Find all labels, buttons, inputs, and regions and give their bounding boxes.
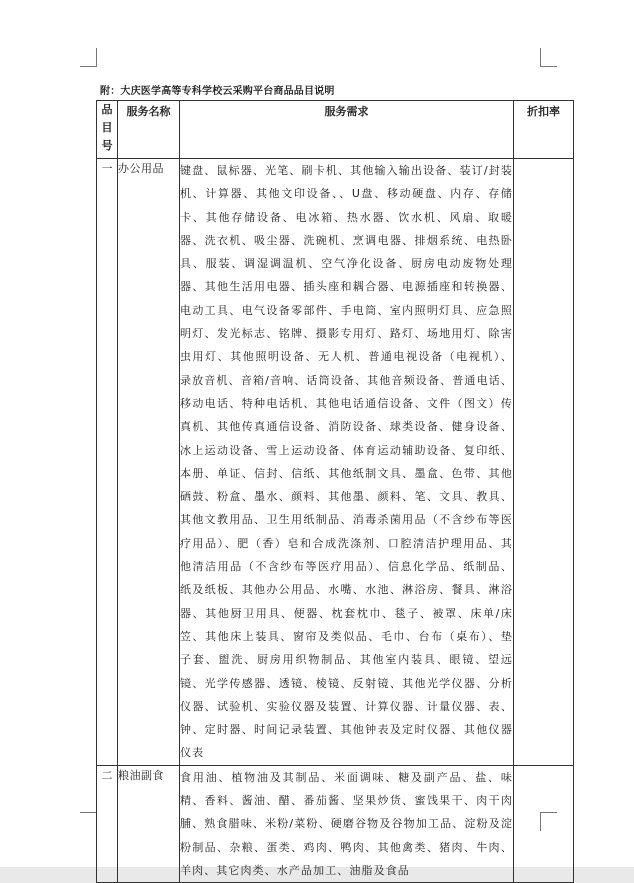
crop-mark-bottom-left [80,812,97,831]
header-service-name: 服务名称 [118,101,180,159]
row-item-number: 一 [97,159,118,766]
row-item-number: 二 [97,765,118,882]
header-no-char-3: 号 [101,139,113,152]
header-no-char-1: 品 [101,103,113,116]
table-row [97,159,574,766]
header-service-requirements: 服务需求 [180,101,514,159]
table-header-row [97,101,574,159]
table-row [97,765,574,882]
row-discount-rate-cell[interactable] [514,765,574,882]
row-service-requirements: 食用油、植物油及其制品、米面调味、糖及副产品、盐、味精、香料、酱油、醋、番茄酱、坚果炒货、蜜饯果干、肉干肉脯、熟食腊味、米粉/菜粉、硬磨谷物及谷物加工品、淀粉及淀粉制品、杂粮、蛋类、鸡肉、鸭肉、其他禽类、猪肉、牛肉、羊肉、其它肉类、水产品加工、油脂及食品 [180,765,514,882]
service-table [96,100,574,883]
header-item-number [97,101,118,159]
row-discount-rate-cell[interactable] [514,159,574,766]
row-service-name: 粮油副食 [118,765,180,882]
header-discount-rate: 折扣率 [514,101,574,159]
header-no-char-2: 目 [101,121,113,134]
row-service-requirements: 键盘、鼠标器、光笔、刷卡机、其他输入输出设备、装订/封装机、计算器、其他文印设备、、U盘、移动硬盘、内存、存储卡、其他存储设备、电冰箱、热水器、饮水机、风扇、取暖器、洗衣机、吸尘器、洗碗机、烹调电器、排烟系统、电热卧具、服装、调湿调温机、空气净化设备、厨房电动废物处理器、其他生活用电器、插头座和耦合器、电源插座和转换器、电动工具、电气设备零部件、手电筒、室内照明灯具、应急照明灯、发光标志、铭牌、摄影专用灯、路灯、场地用灯、除害虫用灯、其他照明设备、无人机、普通电视设备（电视机）、录放音机、音箱/音响、话筒设备、其他音频设备、普通电话、移动电话、特种电话机、其他电话通信设备、文件（图文）传真机、其他传真通信设备、消防设备、球类设备、健身设备、冰上运动设备、雪上运动设备、体育运动辅助设备、复印纸、本册、单证、信封、信纸、其他纸制文具、墨盒、色带、其他硒鼓、粉盒、墨水、颜料、其他墨、颜料、笔、文具、教具、其他文教用品、卫生用纸制品、消毒杀菌用品（不含纱布等医疗用品）、肥（香）皂和合成洗涤剂、口腔清洁护理用品、其他清洁用品（不含纱布等医疗用品）、信息化学品、纸制品、纸及纸板、其他办公用品、水嘴、水池、淋浴房、餐具、淋浴器、其他厨卫用具、便器、枕套枕巾、毯子、被罩、床单/床笠、其他床上装具、窗帘及类似品、毛巾、台布（桌布）、垫子套、盥洗、厨房用织物制品、其他室内装具、眼镜、望远镜、光学传感器、透镜、棱镜、反射镜、其他光学仪器、分析仪器、试验机、实验仪器及装置、计算仪器、计量仪器、表、钟、定时器、时间记录装置、其他钟表及定时仪器、其他仪器仪表 [180,159,514,766]
document-caption: 附：大庆医学高等专科学校云采购平台商品品目说明 [100,86,335,97]
row-service-name: 办公用品 [118,159,180,766]
